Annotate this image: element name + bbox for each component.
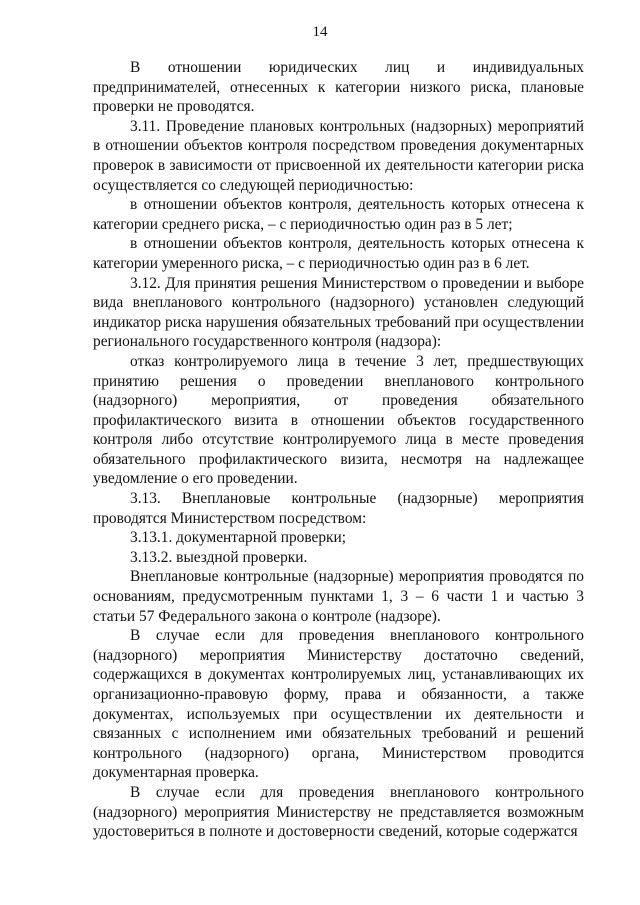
paragraph-3-13-1: 3.13.1. документарной проверки; [130,529,347,547]
document-body [93,58,584,842]
paragraph-grounds: Внеплановые контрольные (надзорные) мероприятия проводятся по основаниям, предусмотренным пунктами 1, 3 – 6 части 1 и частью 3 статьи 57 Федерального закона о контроле (надзоре). [93,568,584,625]
paragraph-3-11: 3.11. Проведение плановых контрольных (надзорных) мероприятий в отношении объектов контроля посредством проведения документарных проверок в зависимости от присвоенной их деятельности категории риска осуществляется со следующей периодичностью: [93,117,584,194]
paragraph-not-possible: В случае если для проведения внепланового контрольного (надзорного) мероприятия Министерству не представляется возможным удостовериться в полноте и достоверности сведений, которые содержатся [93,783,584,841]
paragraph-low-risk: В отношении юридических лиц и индивидуальных предпринимателей, отнесенных к категории низкого риска, плановые проверки не проводятся. [93,59,584,116]
paragraph-medium-risk: в отношении объектов контроля, деятельность которых отнесена к категории среднего риска, – с периодичностью один раз в 5 лет; [93,196,584,233]
paragraph-moderate-risk: в отношении объектов контроля, деятельность которых отнесена к категории умеренного риска, – с периодичностью один раз в 6 лет. [93,235,584,272]
paragraph-documentary-check: В случае если для проведения внепланового контрольного (надзорного) мероприятия Министерству достаточно сведений, содержащихся в документах контролируемых лиц, устанавливающих их организационно-правовую форму, права и обязанности, а также документах, используемых при осуществлении их деятельности и связанных с исполнением ими обязательных требований и решений контрольного (надзорного) органа, Министерством проводится документарная проверка. [93,627,584,782]
page-number: 14 [312,24,328,40]
paragraph-3-13-2: 3.13.2. выездной проверки. [130,548,308,566]
paragraph-3-12: 3.12. Для принятия решения Министерством о проведении и выборе вида внепланового контрольного (надзорного) установлен следующий индикатор риска нарушения обязательных требований при осуществлении регионального государственного контроля (надзора): [93,274,584,351]
paragraph-risk-indicator: отказ контролируемого лица в течение 3 лет, предшествующих принятию решения о проведении внепланового контрольного (надзорного) мероприятия, от проведения обязательного профилактического визита в отношении объектов государственного контроля либо отсутствие контролируемого лица в месте проведения обязательного профилактического визита, несмотря на надлежащее уведомление о его проведении. [93,352,584,488]
paragraph-3-13: 3.13. Внеплановые контрольные (надзорные) мероприятия проводятся Министерством посредством: [93,490,584,527]
